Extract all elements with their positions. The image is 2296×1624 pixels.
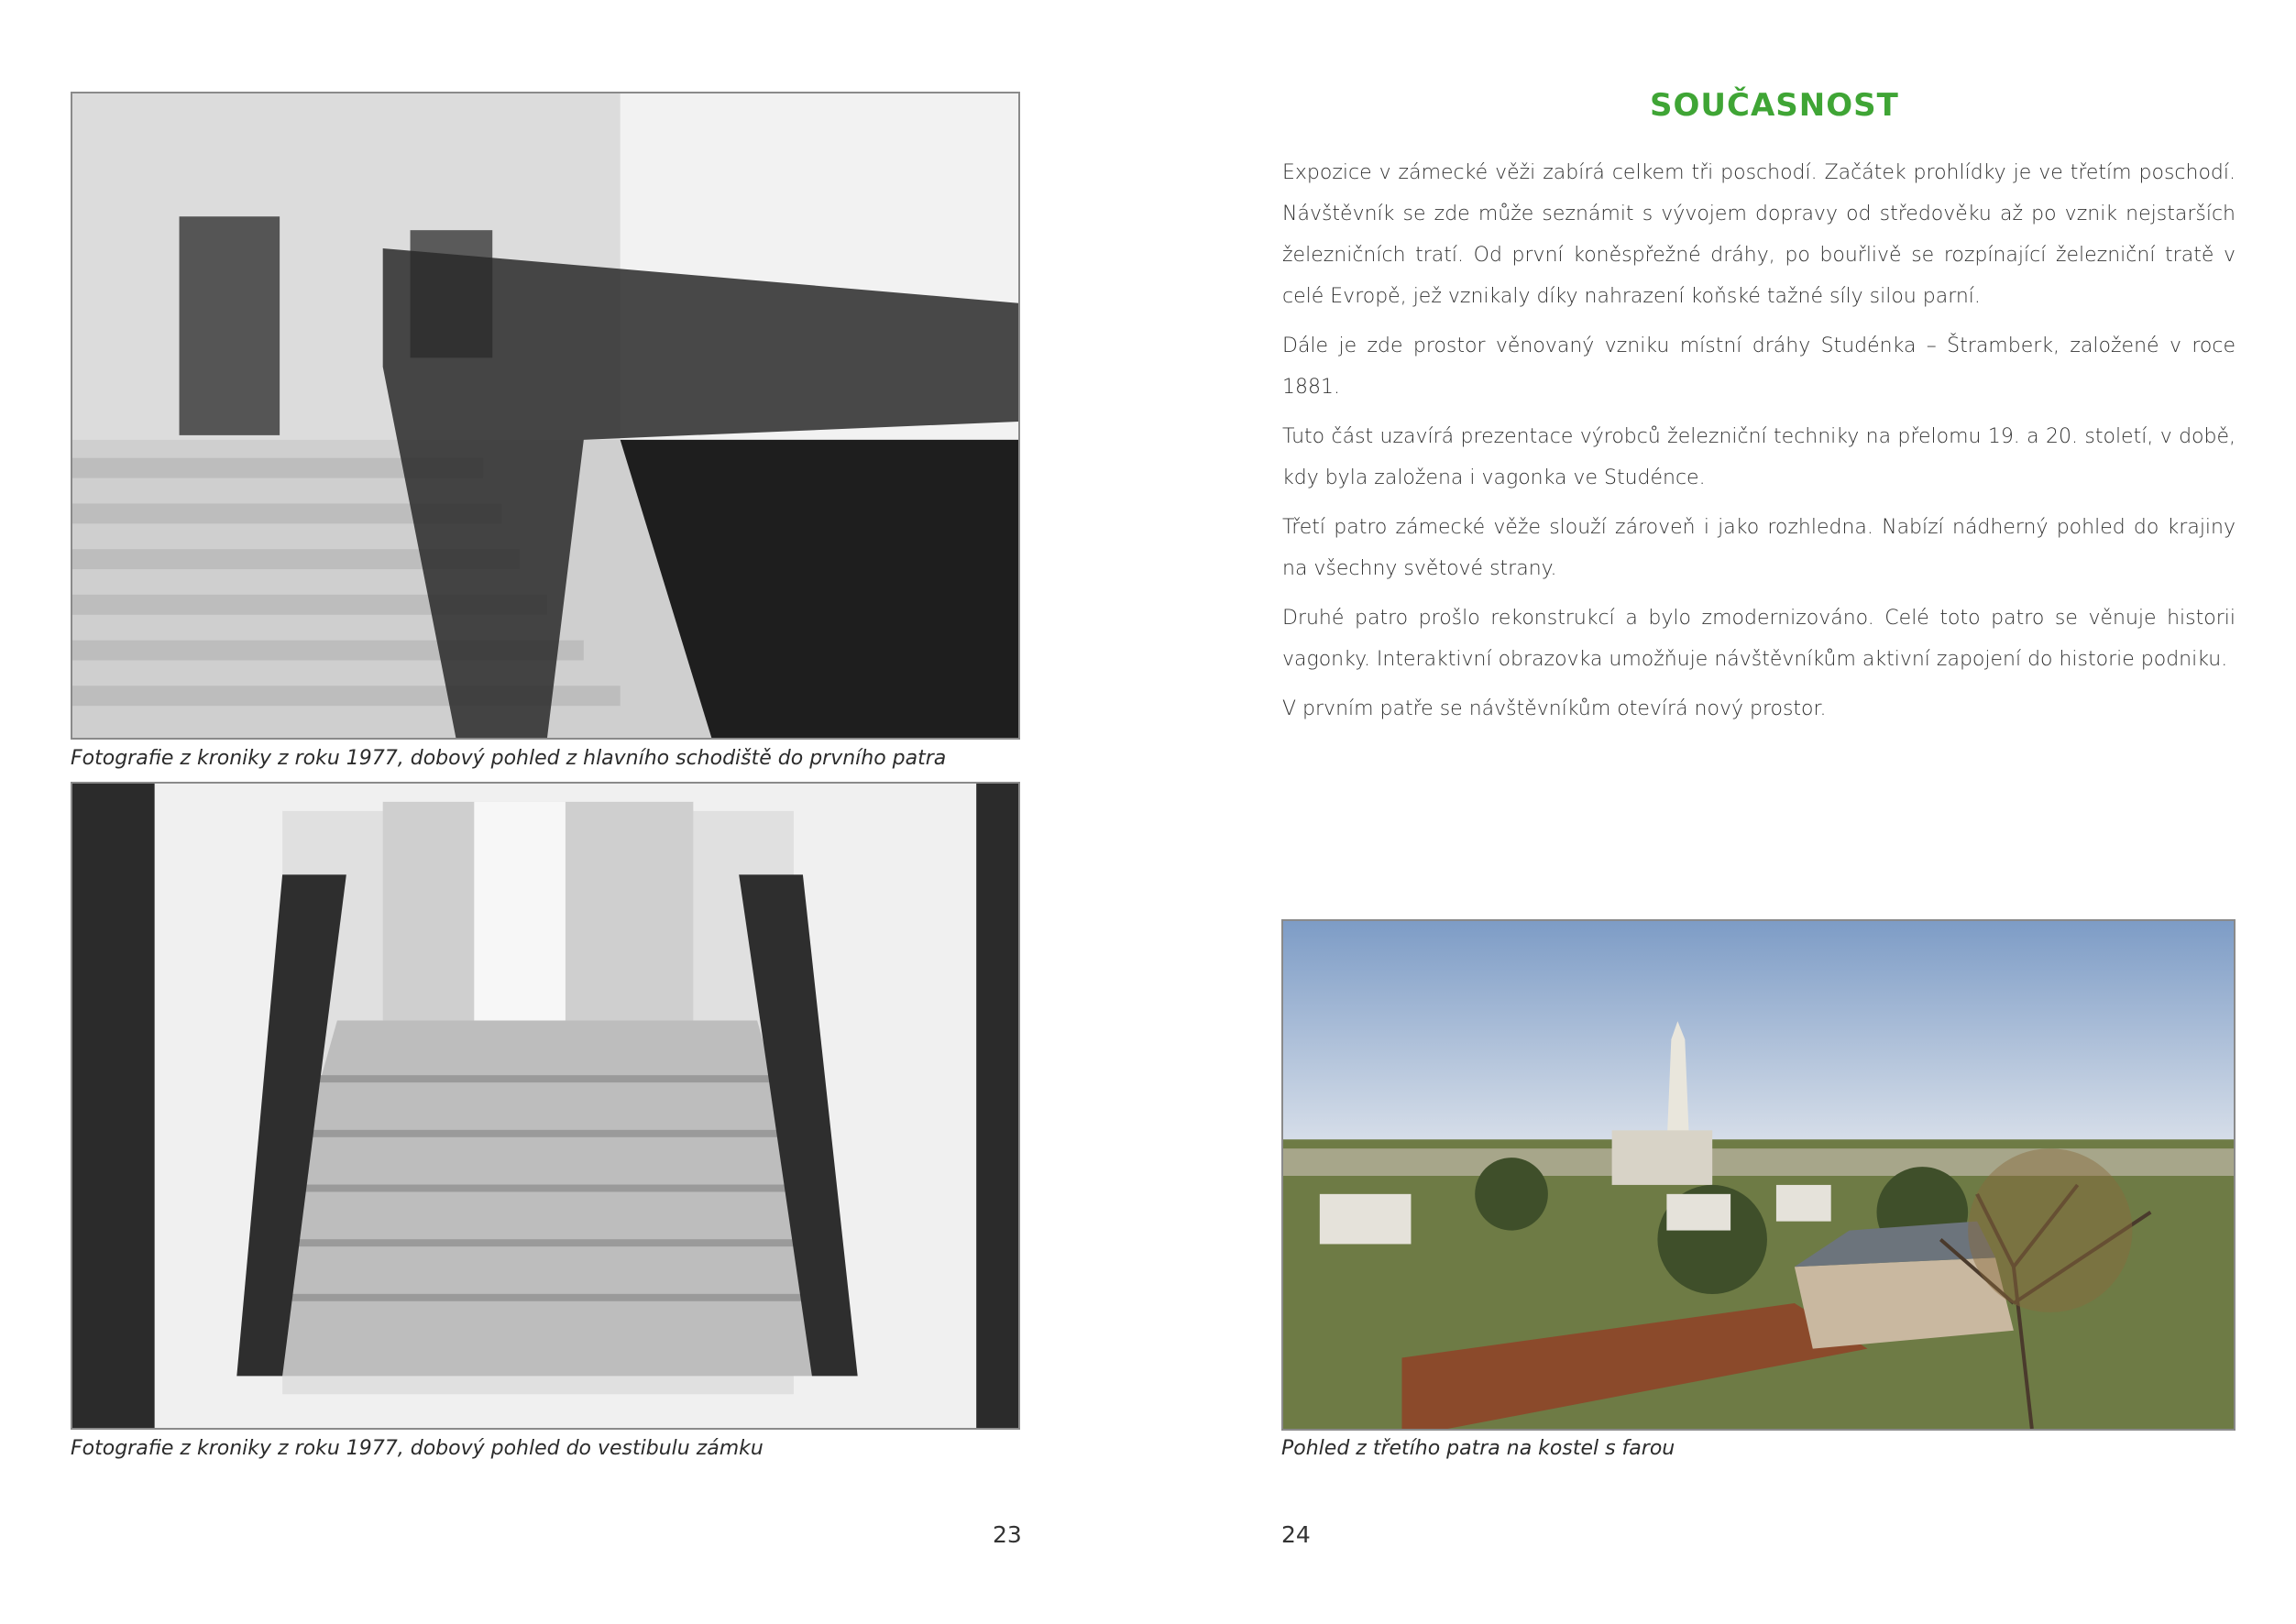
paragraph-1: Expozice v zámecké věži zabírá celkem tři poschodí. Začátek prohlídky je ve třetím poschodí. Návštěvník se zde může seznámit s vývojem dopravy od středověku až po vznik nejstarších železničních tratí. Od první koněspřežné dráhy, po bouřlivě se rozpínající železniční tratě v celé Evropě, jež vznikaly díky nahrazení koňské tažné síly silou parní.: [1282, 161, 2236, 308]
section-heading: SOUČASNOST: [1650, 87, 1899, 124]
vestibule-photo-caption: Fotografie z kroniky z roku 1977, dobový pohled do vestibulu zámku: [71, 1437, 764, 1460]
village-photo: [1281, 919, 2236, 1431]
body-text: [1282, 152, 2236, 738]
staircase-photo-caption: Fotografie z kroniky z roku 1977, dobový pohled z hlavního schodiště do prvního patra: [71, 747, 947, 770]
page-number-left: 23: [993, 1521, 1022, 1548]
vestibule-photo-image: [72, 784, 1018, 1428]
staircase-photo-image: [72, 93, 1018, 738]
paragraph-6: V prvním patře se návštěvníkům otevírá nový prostor.: [1282, 697, 1827, 720]
paragraph-4: Třetí patro zámecké věže slouží zároveň i jako rozhledna. Nabízí nádherný pohled do krajiny na všechny světové strany.: [1282, 516, 2236, 580]
page-number-right: 24: [1281, 1521, 1311, 1548]
village-photo-caption: Pohled z třetího patra na kostel s farou: [1281, 1437, 1675, 1460]
paragraph-3: Tuto část uzavírá prezentace výrobců železniční techniky na přelomu 19. a 20. století, v době, kdy byla založena i vagonka ve Studénce.: [1282, 425, 2236, 489]
vestibule-photo: [71, 782, 1020, 1430]
staircase-photo: [71, 92, 1020, 740]
paragraph-5: Druhé patro prošlo rekonstrukcí a bylo zmodernizováno. Celé toto patro se věnuje historii vagonky. Interaktivní obrazovka umožňuje návštěvníkům aktivní zapojení do historie podniku.: [1282, 607, 2236, 671]
village-photo-image: [1283, 921, 2234, 1429]
paragraph-2: Dále je zde prostor věnovaný vzniku místní dráhy Studénka – Štramberk, založené v roce 1881.: [1282, 335, 2236, 399]
